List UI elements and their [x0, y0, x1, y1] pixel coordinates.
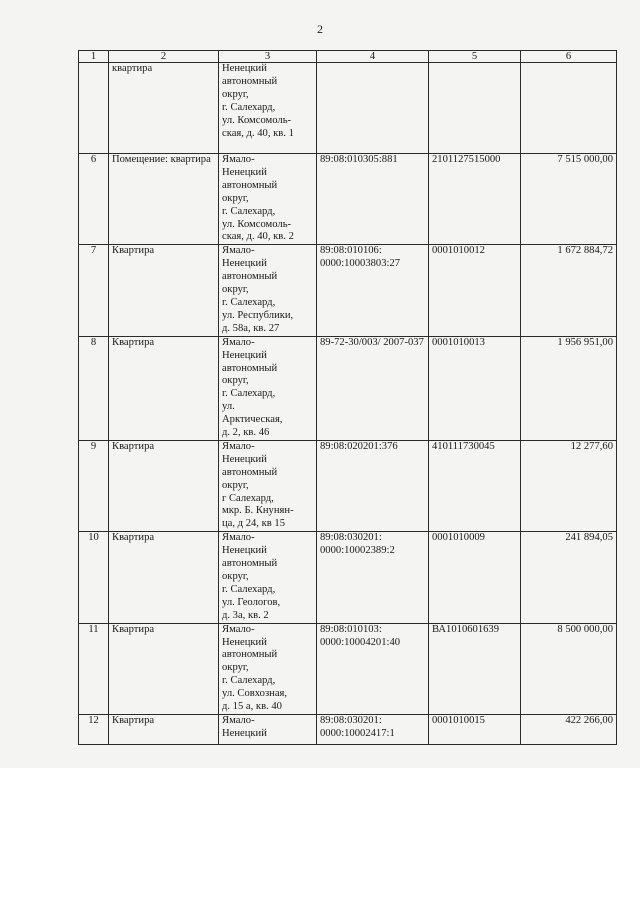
inventory-number-cell: ВА1010601639 — [429, 623, 521, 714]
cadastral-number-cell: 89:08:030201: 0000:10002417:1 — [317, 714, 429, 744]
value-cell: 7 515 000,00 — [521, 154, 617, 245]
address-line: мкр. Б. Кнунян- — [222, 505, 294, 517]
address-line: ул. — [222, 401, 235, 413]
row-number-cell: 11 — [79, 623, 109, 714]
blank-margin — [0, 768, 640, 905]
inventory-number-cell: 0001010015 — [429, 714, 521, 744]
row-number-cell: 6 — [79, 154, 109, 245]
cadastral-number-cell: 89-72-30/003/ 2007-037 — [317, 336, 429, 440]
address-line: ул. Республики, — [222, 309, 294, 321]
inventory-number-cell — [429, 63, 521, 154]
address-line: г. Салехард, — [222, 583, 276, 595]
address-line: округ, — [222, 88, 249, 100]
object-name-cell: Квартира — [109, 532, 219, 623]
address-line: ца, д 24, кв 15 — [222, 518, 285, 530]
address-line: Ненецкий — [222, 63, 267, 74]
address-line: округ, — [222, 662, 249, 674]
column-header: 6 — [521, 51, 617, 63]
address-line: Ямало- — [222, 532, 255, 544]
value-cell — [521, 63, 617, 154]
object-name-cell: Квартира — [109, 245, 219, 336]
cadastral-number-cell: 89:08:010106: 0000:10003803:27 — [317, 245, 429, 336]
object-name-cell: Помещение: квартира — [109, 154, 219, 245]
row-number-cell: 10 — [79, 532, 109, 623]
table-row — [79, 63, 617, 154]
value-cell: 1 672 884,72 — [521, 245, 617, 336]
address-line: Ямало- — [222, 336, 255, 348]
table-row — [79, 245, 617, 336]
address-line: округ, — [222, 479, 249, 491]
address-line: г. Салехард, — [222, 675, 276, 687]
address-line: автономный — [222, 362, 278, 374]
address-line: Ямало- — [222, 245, 255, 257]
address-line: округ, — [222, 375, 249, 387]
cadastral-number-cell — [317, 63, 429, 154]
cadastral-number-cell: 89:08:020201:376 — [317, 440, 429, 531]
table-row — [79, 714, 617, 744]
object-name-cell: Квартира — [109, 440, 219, 531]
address-line: ул. Комсомоль- — [222, 114, 292, 126]
address-line: г. Салехард, — [222, 296, 276, 308]
table-row — [79, 440, 617, 531]
cadastral-number-cell: 89:08:010103: 0000:10004201:40 — [317, 623, 429, 714]
address-line: ская, д. 40, кв. 2 — [222, 231, 294, 243]
table-row — [79, 154, 617, 245]
address-line: Ненецкий — [222, 453, 267, 465]
address-line: Арктическая, — [222, 414, 283, 426]
address-line: автономный — [222, 466, 278, 478]
address-line: автономный — [222, 649, 278, 661]
row-number-cell: 7 — [79, 245, 109, 336]
address-line: г. Салехард, — [222, 388, 276, 400]
row-number-cell — [79, 63, 109, 154]
value-cell: 12 277,60 — [521, 440, 617, 531]
address-line: г. Салехард, — [222, 101, 276, 113]
column-header: 1 — [79, 51, 109, 63]
row-number-cell: 12 — [79, 714, 109, 744]
address-line: Ямало- — [222, 714, 255, 726]
column-header: 3 — [219, 51, 317, 63]
column-header: 2 — [109, 51, 219, 63]
inventory-number-cell: 0001010012 — [429, 245, 521, 336]
value-cell: 241 894,05 — [521, 532, 617, 623]
address-cell — [219, 623, 317, 714]
object-name-cell: Квартира — [109, 623, 219, 714]
address-line: Ненецкий — [222, 349, 267, 361]
object-name-cell: квартира — [109, 63, 219, 154]
column-header: 5 — [429, 51, 521, 63]
value-cell: 422 266,00 — [521, 714, 617, 744]
cadastral-number-cell: 89:08:030201: 0000:10002389:2 — [317, 532, 429, 623]
inventory-number-cell: 2101127515000 — [429, 154, 521, 245]
address-line: автономный — [222, 271, 278, 283]
address-line: округ, — [222, 192, 249, 204]
row-number-cell: 8 — [79, 336, 109, 440]
address-line: г. Салехард, — [222, 205, 276, 217]
address-cell — [219, 245, 317, 336]
address-cell — [219, 440, 317, 531]
value-cell: 8 500 000,00 — [521, 623, 617, 714]
table-row — [79, 532, 617, 623]
address-cell — [219, 714, 317, 744]
table-row — [79, 623, 617, 714]
address-line: ская, д. 40, кв. 1 — [222, 127, 294, 139]
inventory-number-cell: 0001010013 — [429, 336, 521, 440]
address-cell — [219, 154, 317, 245]
address-cell — [219, 532, 317, 623]
address-line: Ненецкий — [222, 545, 267, 557]
property-table — [78, 50, 617, 745]
inventory-number-cell: 410111730045 — [429, 440, 521, 531]
address-line: Ненецкий — [222, 166, 267, 178]
address-line: ул. Комсомоль- — [222, 218, 292, 230]
address-line: д. 3а, кв. 2 — [222, 609, 269, 621]
address-cell — [219, 63, 317, 154]
address-line: Ненецкий — [222, 727, 267, 739]
address-line: д. 15 а, кв. 40 — [222, 701, 282, 713]
address-cell — [219, 336, 317, 440]
table-row — [79, 336, 617, 440]
address-line: д. 2, кв. 46 — [222, 427, 270, 439]
address-line: автономный — [222, 179, 278, 191]
address-line: ул. Совхозная, — [222, 688, 288, 700]
object-name-cell: Квартира — [109, 714, 219, 744]
address-line: Ненецкий — [222, 636, 267, 648]
cadastral-number-cell: 89:08:010305:881 — [317, 154, 429, 245]
address-line: Ямало- — [222, 623, 255, 635]
address-line: Ямало- — [222, 154, 255, 165]
address-line: д. 58а, кв. 27 — [222, 322, 280, 334]
address-line: ул. Геологов, — [222, 596, 281, 608]
object-name-cell: Квартира — [109, 336, 219, 440]
value-cell: 1 956 951,00 — [521, 336, 617, 440]
address-line: Ямало- — [222, 440, 255, 452]
address-line: Ненецкий — [222, 258, 267, 270]
address-line: округ, — [222, 284, 249, 296]
column-header: 4 — [317, 51, 429, 63]
address-line: автономный — [222, 558, 278, 570]
address-line: автономный — [222, 75, 278, 87]
page-number: 2 — [317, 22, 323, 36]
inventory-number-cell: 0001010009 — [429, 532, 521, 623]
address-line: округ, — [222, 571, 249, 582]
table-header-row — [79, 51, 617, 63]
address-line: г Салехард, — [222, 492, 274, 504]
table-body — [79, 63, 617, 745]
row-number-cell: 9 — [79, 440, 109, 531]
